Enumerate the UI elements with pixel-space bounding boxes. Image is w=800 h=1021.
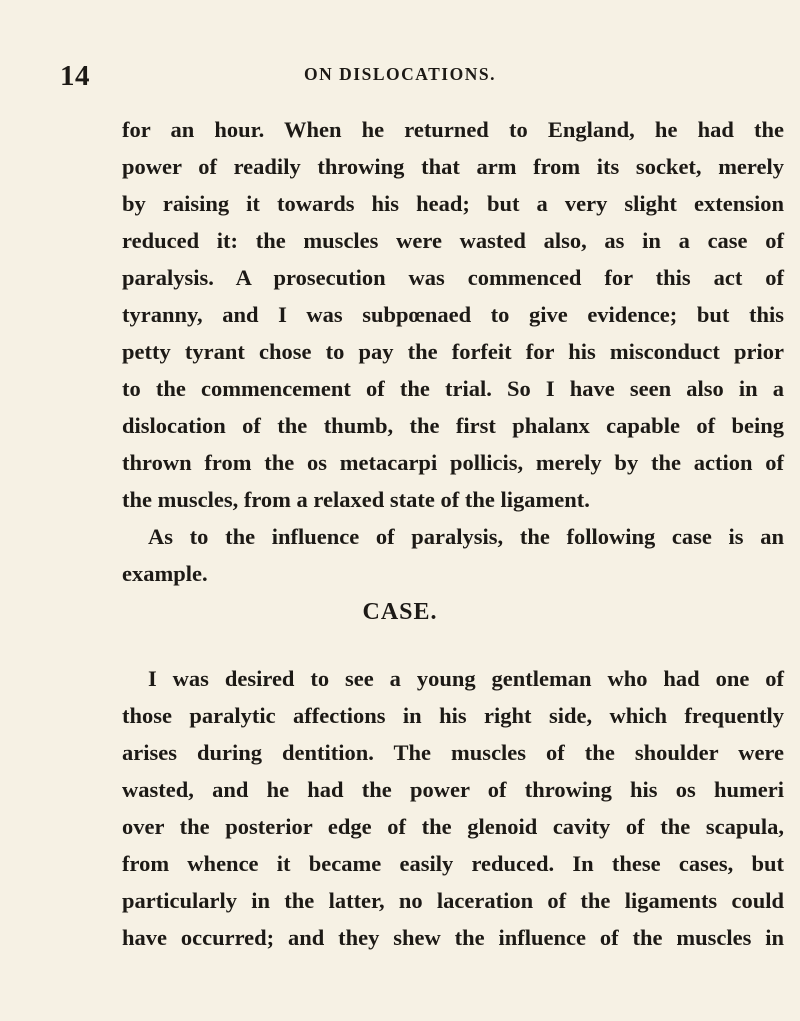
page-number: 14 <box>60 60 90 92</box>
text-line: wasted, and he had the power of throwing his os humeri <box>122 777 784 802</box>
text-line: petty tyrant chose to pay the forfeit for his misconduct prior <box>122 339 784 364</box>
text-line: dislocation of the thumb, the first phalanx capable of being <box>122 413 784 438</box>
text-line: I was desired to see a young gentleman who had one of <box>148 666 784 691</box>
text-line: arises during dentition. The muscles of the shoulder were <box>122 740 784 765</box>
text-line: tyranny, and I was subpœnaed to give evidence; but this <box>122 302 784 327</box>
text-line: from whence it became easily reduced. In these cases, but <box>122 851 784 876</box>
text-line: power of readily throwing that arm from its socket, merely <box>122 154 784 179</box>
text-line: those paralytic affections in his right side, which frequently <box>122 703 784 728</box>
text-line: example. <box>122 561 208 586</box>
text-line: by raising it towards his head; but a very slight extension <box>122 191 784 216</box>
text-line: paralysis. A prosecution was commenced for this act of <box>122 265 784 290</box>
running-title: ON DISLOCATIONS. <box>304 64 496 84</box>
text-line: for an hour. When he returned to England, he had the <box>122 117 784 142</box>
text-line: thrown from the os metacarpi pollicis, merely by the action of <box>122 450 784 475</box>
text-line: to the commencement of the trial. So I have seen also in a <box>122 376 784 401</box>
section-heading: CASE. <box>362 599 438 625</box>
text-line: have occurred; and they shew the influence of the muscles in <box>122 925 784 950</box>
text-line: the muscles, from a relaxed state of the ligament. <box>122 487 590 512</box>
text-line: reduced it: the muscles were wasted also, as in a case of <box>122 228 784 253</box>
text-line: over the posterior edge of the glenoid cavity of the scapula, <box>122 814 784 839</box>
text-line: particularly in the latter, no laceration of the ligaments could <box>122 888 784 913</box>
text-line: As to the influence of paralysis, the following case is an <box>148 524 784 549</box>
